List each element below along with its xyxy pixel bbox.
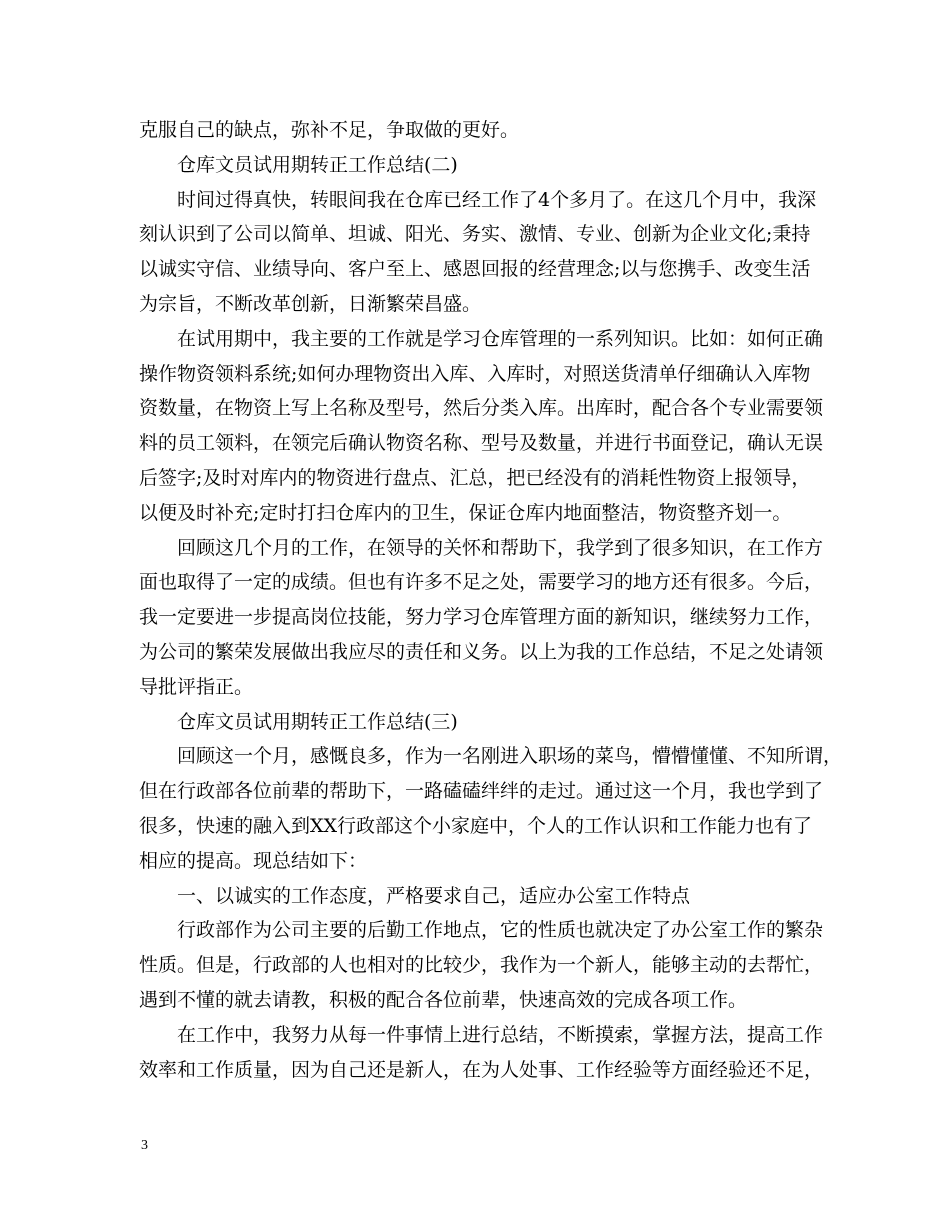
text-line: 克服自己的缺点，弥补不足，争取做的更好。: [139, 119, 520, 141]
text-line: 我一定要进一步提高岗位技能，努力学习仓库管理方面的新知识，继续努力工作，: [139, 606, 824, 629]
text-line: 资数量，在物资上写上名称及型号，然后分类入库。出库时，配合各个专业需要领: [139, 397, 824, 420]
text-line: 在试用期中，我主要的工作就是学习仓库管理的一系列知识。比如：如何正确: [177, 327, 824, 350]
text-line: 刻认识到了公司以简单、坦诚、阳光、务实、激情、专业、创新为企业文化;秉持: [139, 223, 811, 246]
text-line: 时间过得真快，转眼间我在仓库已经工作了4个多月了。在这几个月中，我深: [177, 188, 817, 211]
text-line: 性质。但是，行政部的人也相对的比较少，我作为一个新人，能够主动的去帮忙，: [139, 954, 824, 977]
subsection-heading: 一、以诚实的工作态度，严格要求自己，适应办公室工作特点: [177, 884, 691, 907]
body-text: [139, 113, 843, 1087]
text-line: 后签字;及时对库内的物资进行盘点、汇总，把已经没有的消耗性物资上报领导，: [139, 466, 811, 489]
section-heading: 仓库文员试用期转正工作总结(二): [177, 153, 458, 176]
text-line: 操作物资领料系统;如何办理物资出入库、入库时，对照送货清单仔细确认入库物: [139, 362, 811, 385]
text-line: 效率和工作质量，因为自己还是新人，在为人处事、工作经验等方面经验还不足，: [139, 1058, 824, 1081]
text-line: 相应的提高。现总结如下：: [139, 849, 368, 872]
text-line: 以便及时补充;定时打扫仓库内的卫生，保证仓库内地面整洁，物资整齐划一。: [139, 501, 792, 524]
text-line: 遇到不懂的就去请教，积极的配合各位前辈，快速高效的完成各项工作。: [139, 988, 748, 1011]
text-line: 回顾这一个月，感慨良多，作为一名刚进入职场的菜鸟，懵懵懂懂、不知所谓，: [177, 745, 843, 768]
text-line: 为公司的繁荣发展做出我应尽的责任和义务。以上为我的工作总结，不足之处请领: [139, 640, 824, 663]
text-line: 很多，快速的融入到XX行政部这个小家庭中，个人的工作认识和工作能力也有了: [139, 814, 813, 837]
text-line: 在工作中，我努力从每一件事情上进行总结，不断摸索，掌握方法，提高工作: [177, 1023, 824, 1046]
text-line: 面也取得了一定的成绩。但也有许多不足之处，需要学习的地方还有很多。今后，: [139, 571, 824, 594]
text-line: 以诚实守信、业绩导向、客户至上、感恩回报的经营理念;以与您携手、改变生活: [139, 258, 811, 281]
text-line: 导批评指正。: [139, 675, 254, 698]
section-heading: 仓库文员试用期转正工作总结(三): [177, 710, 458, 733]
text-line: 为宗旨，不断改革创新，日渐繁荣昌盛。: [139, 292, 482, 315]
text-line: 回顾这几个月的工作，在领导的关怀和帮助下，我学到了很多知识，在工作方: [177, 536, 824, 559]
page-number: 3: [141, 1138, 148, 1153]
text-line: 料的员工领料，在领完后确认物资名称、型号及数量，并进行书面登记，确认无误: [139, 432, 824, 455]
text-line: 但在行政部各位前辈的帮助下，一路磕磕绊绊的走过。通过这一个月，我也学到了: [139, 780, 824, 803]
text-line: 行政部作为公司主要的后勤工作地点，它的性质也就决定了办公室工作的繁杂: [177, 919, 824, 942]
